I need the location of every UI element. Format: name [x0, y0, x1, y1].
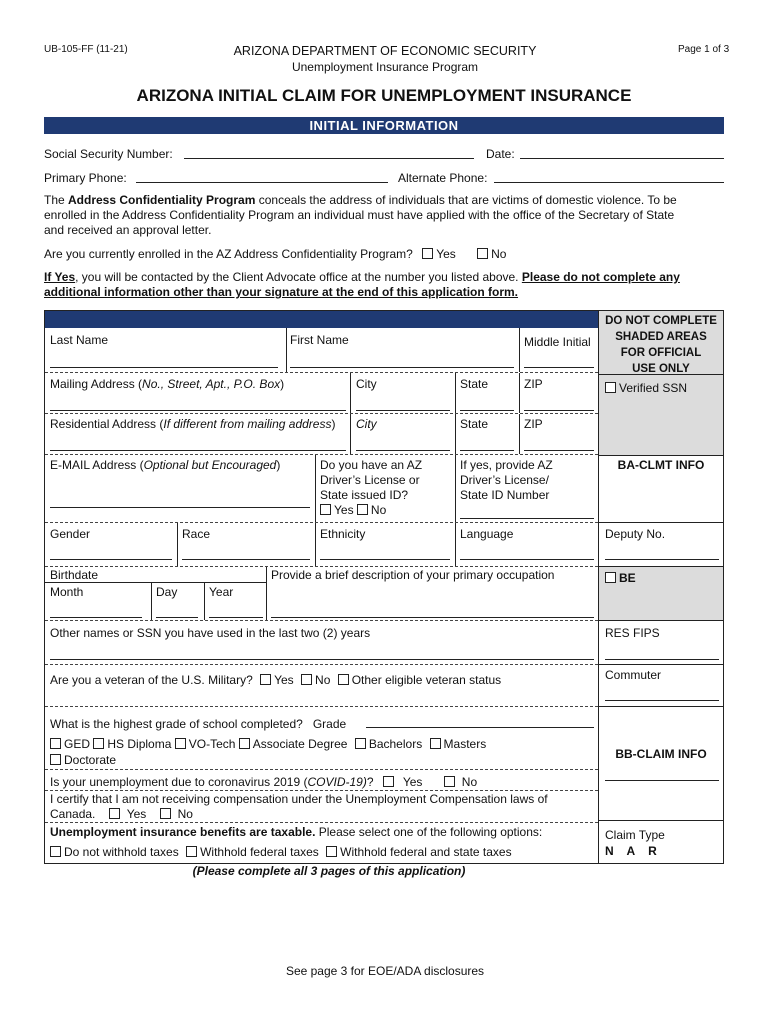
residential-zip-label: ZIP	[524, 417, 543, 431]
program-name: Unemployment Insurance Program	[291, 60, 479, 74]
ethnicity-label: Ethnicity	[320, 527, 366, 541]
mailing-zip-label: ZIP	[524, 377, 543, 391]
mailing-state-input[interactable]	[460, 410, 514, 411]
veteran-no-checkbox[interactable]	[301, 674, 312, 685]
section-header-initial-information: INITIAL INFORMATION	[44, 117, 724, 134]
race-input[interactable]	[182, 559, 310, 560]
gender-label: Gender	[50, 527, 91, 541]
last-name-label: Last Name	[50, 333, 109, 347]
first-name-label: First Name	[290, 333, 349, 347]
dl-id-label: If yes, provide AZ Driver’s License/ State ID Number	[460, 458, 553, 502]
acp-no-checkbox[interactable]	[477, 248, 488, 259]
veteran-yes-checkbox[interactable]	[260, 674, 271, 685]
occupation-input[interactable]	[271, 617, 594, 618]
acp-question: Are you currently enrolled in the AZ Address Confidentiality Program? Yes No	[44, 247, 507, 261]
day-label: Day	[156, 585, 178, 599]
date-label: Date:	[486, 147, 515, 161]
language-label: Language	[460, 527, 514, 541]
date-input[interactable]	[520, 158, 724, 159]
middle-initial-input[interactable]	[524, 367, 594, 368]
commuter-label: Commuter	[605, 668, 662, 682]
form-header-bar	[45, 311, 598, 328]
deputy-no-label: Deputy No.	[605, 527, 666, 541]
be-checkbox	[605, 572, 616, 583]
form-id: UB-105-FF (11-21)	[44, 44, 128, 55]
ged-checkbox[interactable]	[50, 738, 61, 749]
verified-ssn-checkbox	[605, 382, 616, 393]
email-label: E-MAIL Address (Optional but Encouraged)	[50, 458, 281, 472]
alternate-phone-input[interactable]	[494, 182, 724, 183]
be-field: BE	[605, 571, 636, 585]
birth-month-input[interactable]	[50, 617, 142, 618]
bb-claim-info: BB-CLAIM INFO	[615, 747, 707, 761]
certify-canada: Canada. Yes No	[50, 807, 193, 821]
language-input[interactable]	[460, 559, 594, 560]
occupation-label: Provide a brief description of your primary occupation	[271, 568, 555, 582]
claim-type-label: Claim Type	[605, 828, 665, 842]
birth-year-input[interactable]	[209, 617, 263, 618]
birthdate-label: Birthdate	[50, 568, 99, 582]
first-name-input[interactable]	[290, 367, 514, 368]
mailing-address-input[interactable]	[50, 410, 346, 411]
eoe-disclosure-note: See page 3 for EOE/ADA disclosures	[285, 964, 485, 978]
no-withhold-checkbox[interactable]	[50, 846, 61, 857]
dl-no-checkbox[interactable]	[357, 504, 368, 515]
dl-id-input[interactable]	[460, 518, 594, 519]
complete-all-pages-note: (Please complete all 3 pages of this application)	[192, 864, 466, 878]
doctorate-option: Doctorate	[50, 753, 116, 767]
covid-question: Is your unemployment due to coronavirus 2019 (COVID-19)? Yes No	[50, 775, 478, 789]
month-label: Month	[50, 585, 84, 599]
education-options: GED HS Diploma VO-Tech Associate Degree Bachelors Masters	[50, 737, 486, 751]
res-fips-label: RES FIPS	[605, 626, 660, 640]
mailing-state-label: State	[460, 377, 489, 391]
certify-no-checkbox[interactable]	[160, 808, 171, 819]
dl-yes-checkbox[interactable]	[320, 504, 331, 515]
vo-tech-checkbox[interactable]	[175, 738, 186, 749]
residential-state-label: State	[460, 417, 489, 431]
residential-address-label: Residential Address (If different from mailing address)	[50, 417, 336, 431]
acp-yes-checkbox[interactable]	[422, 248, 433, 259]
page-number: Page 1 of 3	[678, 44, 730, 55]
bachelors-checkbox[interactable]	[355, 738, 366, 749]
middle-initial-label: Middle Initial	[524, 335, 591, 349]
ssn-label: Social Security Number:	[44, 147, 173, 161]
residential-zip-input[interactable]	[524, 450, 594, 451]
withhold-federal-state-checkbox[interactable]	[326, 846, 337, 857]
residential-city-input[interactable]	[356, 450, 450, 451]
year-label: Year	[209, 585, 234, 599]
last-name-input[interactable]	[50, 367, 278, 368]
birth-day-input[interactable]	[156, 617, 198, 618]
certify-yes-checkbox[interactable]	[109, 808, 120, 819]
masters-checkbox[interactable]	[430, 738, 441, 749]
primary-phone-input[interactable]	[136, 182, 388, 183]
mailing-zip-input[interactable]	[524, 410, 594, 411]
acp-paragraph: The Address Confidentiality Program conceals the address of individuals that are victims of domestic violence. To be enrolled in the Address Confidentiality Program an individual must have applied with the office of the Secretary of State and received an approval letter.	[44, 193, 677, 237]
ssn-input[interactable]	[184, 158, 474, 159]
primary-phone-label: Primary Phone:	[44, 171, 127, 185]
official-use-heading: DO NOT COMPLETE SHADED AREAS FOR OFFICIAL USE ONLY	[605, 315, 717, 375]
ba-clmt-info: BA-CLMT INFO	[617, 458, 705, 472]
if-yes-note: If Yes, you will be contacted by the Client Advocate office at the number you listed above. Please do not complete any additional information other than your signature at the end of this application form.	[44, 270, 680, 299]
agency-name: ARIZONA DEPARTMENT OF ECONOMIC SECURITY	[233, 44, 537, 58]
veteran-question: Are you a veteran of the U.S. Military? Yes No Other eligible veteran status	[50, 673, 502, 687]
tax-options: Do not withhold taxes Withhold federal taxes Withhold federal and state taxes	[50, 845, 512, 859]
dl-question: Do you have an AZ Driver’s License or State issued ID? Yes No	[320, 458, 423, 517]
certify-statement: I certify that I am not receiving compensation under the Unemployment Compensation laws of	[50, 792, 548, 806]
residential-state-input[interactable]	[460, 450, 514, 451]
verified-ssn: Verified SSN	[605, 381, 687, 395]
doctorate-checkbox[interactable]	[50, 754, 61, 765]
email-input[interactable]	[50, 507, 310, 508]
mailing-address-label: Mailing Address (No., Street, Apt., P.O. Box)	[50, 377, 285, 391]
gender-input[interactable]	[50, 559, 172, 560]
school-question: What is the highest grade of school completed? Grade	[50, 717, 347, 731]
mailing-city-label: City	[356, 377, 377, 391]
other-names-input[interactable]	[50, 659, 594, 660]
form-title: ARIZONA INITIAL CLAIM FOR UNEMPLOYMENT INSURANCE	[136, 86, 632, 105]
associate-degree-checkbox[interactable]	[239, 738, 250, 749]
other-names-label: Other names or SSN you have used in the last two (2) years	[50, 626, 371, 640]
covid-no-checkbox[interactable]	[444, 776, 455, 787]
veteran-other-checkbox[interactable]	[338, 674, 349, 685]
claim-type-options: N A R	[605, 844, 657, 858]
residential-address-input[interactable]	[50, 450, 346, 451]
hs-diploma-checkbox[interactable]	[93, 738, 104, 749]
covid-yes-checkbox[interactable]	[383, 776, 394, 787]
mailing-city-input[interactable]	[356, 410, 450, 411]
residential-city-label: City	[356, 417, 377, 431]
withhold-federal-checkbox[interactable]	[186, 846, 197, 857]
ethnicity-input[interactable]	[320, 559, 450, 560]
alternate-phone-label: Alternate Phone:	[398, 171, 488, 185]
grade-input[interactable]	[366, 727, 594, 728]
tax-statement: Unemployment insurance benefits are taxable. Please select one of the following options:	[50, 825, 543, 839]
race-label: Race	[182, 527, 211, 541]
